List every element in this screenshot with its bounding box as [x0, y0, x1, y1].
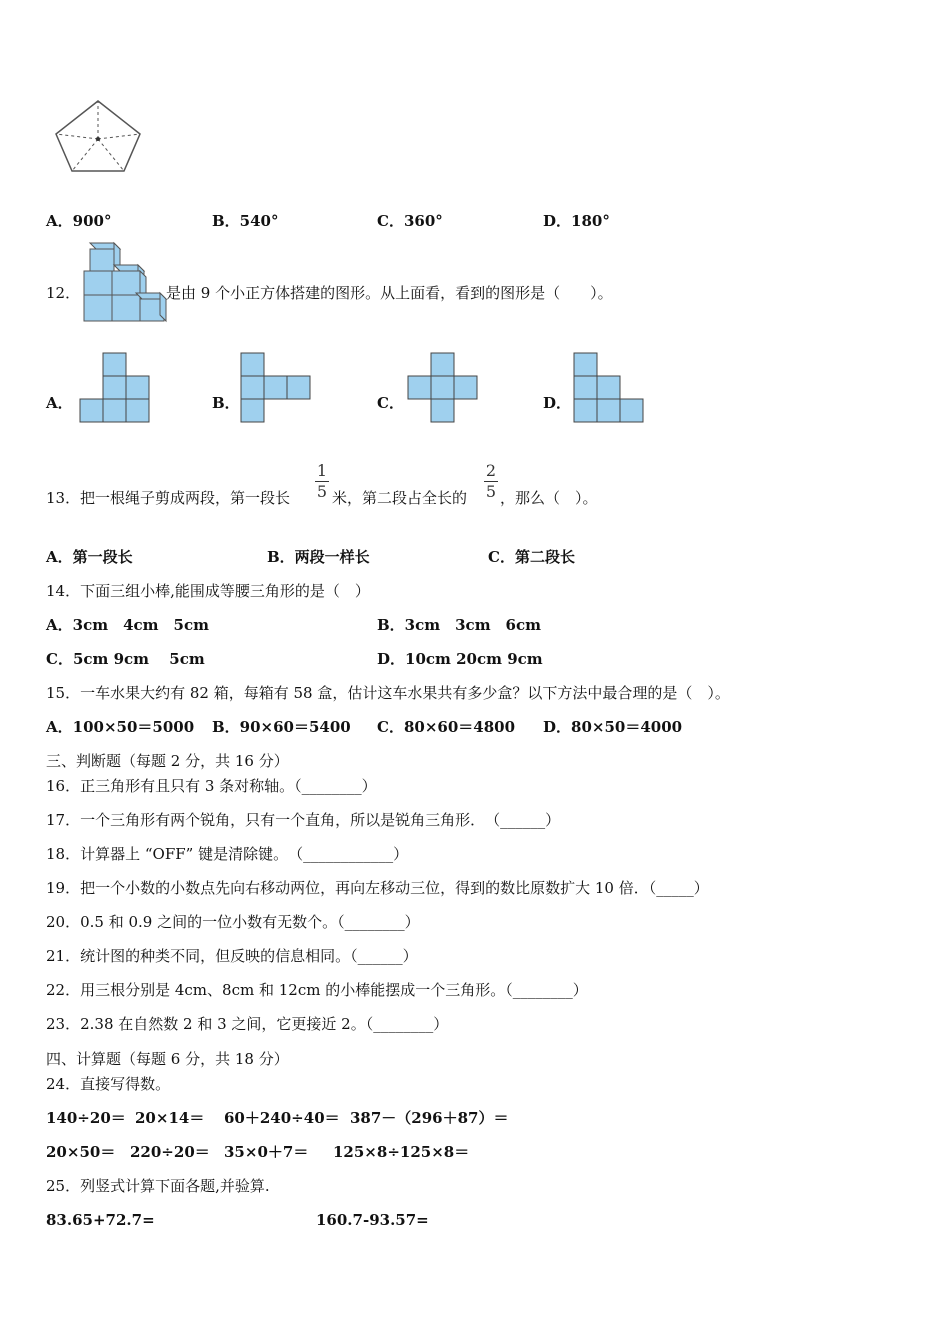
cube-stack-figure: [80, 243, 170, 325]
q12-option-b-label[interactable]: B．: [212, 394, 240, 412]
q24-row2-item-4: 125×8÷125×8＝: [333, 1143, 470, 1161]
section-4-heading: 四、计算题（每题 6 分，共 18 分）: [46, 1050, 289, 1068]
q15-option-c[interactable]: C．80×60＝4800: [377, 718, 516, 736]
q13-number: 13．: [46, 489, 81, 507]
q14-option-c[interactable]: C．5cm 9cm 5cm: [46, 650, 205, 668]
judge-item-23: 23．2.38 在自然数 2 和 3 之间，它更接近 2。（________）: [46, 1015, 449, 1033]
judge-item-16: 16．正三角形有且只有 3 条对称轴。（________）: [46, 777, 377, 795]
q25-title: 25．列竖式计算下面各题,并验算.: [46, 1177, 270, 1195]
q13-fraction-1: [315, 462, 329, 501]
q15-option-a[interactable]: A．100×50＝5000: [46, 718, 195, 736]
q13-text-3: ，那么（ ）。: [500, 489, 598, 507]
q24-row2-item-1: 20×50＝: [46, 1143, 116, 1161]
q13-option-b[interactable]: B．两段一样长: [267, 548, 370, 566]
q25-item-1: 83.65+72.7=: [46, 1211, 155, 1229]
q13-text-1: 把一根绳子剪成两段，第一段长: [80, 489, 291, 507]
q12-option-c-grid[interactable]: [407, 352, 479, 424]
q24-row1-item-3: 60＋240÷40＝: [224, 1109, 340, 1127]
q13-fraction-2: [484, 462, 498, 501]
q11-option-c[interactable]: C．360°: [377, 212, 443, 230]
q13-fraction-1-numerator: 1: [316, 461, 328, 480]
q13-option-c[interactable]: C．第二段长: [488, 548, 575, 566]
q12-option-a-label[interactable]: A．: [46, 394, 73, 412]
q14-option-b[interactable]: B．3cm 3cm 6cm: [377, 616, 542, 634]
judge-item-22: 22．用三根分别是 4cm、8cm 和 12cm 的小棒能摆成一个三角形。（________）: [46, 981, 588, 999]
q14-option-a[interactable]: A．3cm 4cm 5cm: [46, 616, 209, 634]
q12-option-c-label[interactable]: C．: [377, 394, 404, 412]
q15-option-d[interactable]: D．80×50＝4000: [543, 718, 683, 736]
q24-row2-item-2: 220÷20＝: [130, 1143, 210, 1161]
q24-row2-item-3: 35×0＋7＝: [224, 1143, 309, 1161]
q14-option-d[interactable]: D．10cm 20cm 9cm: [377, 650, 543, 668]
judge-item-17: 17．一个三角形有两个锐角，只有一个直角，所以是锐角三角形． （______）: [46, 811, 561, 829]
q25-item-2: 160.7-93.57=: [316, 1211, 429, 1229]
q24-row1-item-4: 387－（296＋87）＝: [350, 1109, 509, 1127]
q13-option-a[interactable]: A．第一段长: [46, 548, 133, 566]
q13-fraction-2-denominator: 5: [485, 482, 497, 501]
q11-option-a[interactable]: A．900°: [46, 212, 112, 230]
q13-fraction-2-numerator: 2: [485, 461, 497, 480]
judge-item-21: 21．统计图的种类不同，但反映的信息相同。（______）: [46, 947, 418, 965]
q24-title: 24．直接写得数。: [46, 1075, 171, 1093]
q12-number: 12．: [46, 284, 81, 302]
q24-row1-item-1: 140÷20＝: [46, 1109, 126, 1127]
q24-row1-item-2: 20×14＝: [135, 1109, 205, 1127]
q12-option-d-label[interactable]: D．: [543, 394, 572, 412]
q14-text: 14．下面三组小棒,能围成等腰三角形的是（ ）: [46, 582, 370, 600]
q11-option-b[interactable]: B．540°: [212, 212, 279, 230]
q12-text: 是由 9 个小正方体搭建的图形。从上面看，看到的图形是（ ）。: [166, 284, 613, 302]
q11-option-d[interactable]: D．180°: [543, 212, 610, 230]
q12-option-d-grid[interactable]: [573, 352, 645, 424]
q15-text: 15．一车水果大约有 82 箱，每箱有 58 盒，估计这车水果共有多少盒？以下方法中最合理的是（ ）。: [46, 684, 730, 702]
pentagon-figure: [50, 95, 150, 185]
q13-text-2: 米，第二段占全长的: [332, 489, 468, 507]
q13-fraction-1-denominator: 5: [316, 482, 328, 501]
judge-item-19: 19．把一个小数的小数点先向右移动两位，再向左移动三位，得到的数比原数扩大 10 倍．（_____）: [46, 879, 709, 897]
q12-option-b-grid[interactable]: [240, 352, 312, 424]
section-3-heading: 三、判断题（每题 2 分，共 16 分）: [46, 752, 289, 770]
q12-option-a-grid[interactable]: [80, 352, 152, 424]
judge-item-20: 20．0.5 和 0.9 之间的一位小数有无数个。（________）: [46, 913, 420, 931]
judge-item-18: 18．计算器上 “OFF” 键是清除键。 （____________）: [46, 845, 409, 863]
q15-option-b[interactable]: B．90×60＝5400: [212, 718, 351, 736]
